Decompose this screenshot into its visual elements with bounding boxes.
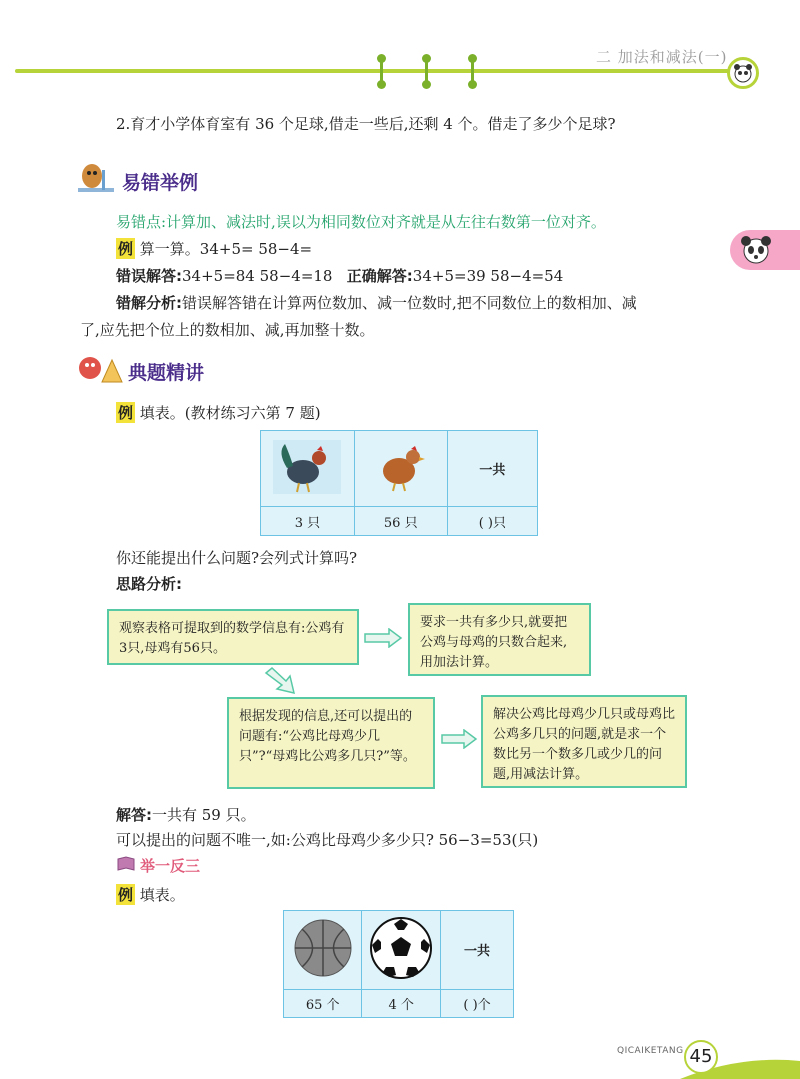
binder-clip-icon <box>468 54 476 88</box>
classic-section-icon <box>76 352 124 390</box>
rooster-image <box>261 431 355 507</box>
binder-clip-icon <box>377 54 385 88</box>
classic-question: 你还能提出什么问题?会列式计算吗? <box>116 549 358 567</box>
arrow-right-icon <box>363 628 403 648</box>
chapter-title: 二 加法和减法(一) <box>596 48 728 66</box>
error-example-text: 算一算。34+5= 58−4= <box>139 240 313 258</box>
table-cell: ( )个 <box>441 989 514 1017</box>
wrong-answer-line <box>116 265 563 286</box>
table-cell: 3 只 <box>261 507 355 536</box>
practice-title: 举一反三 <box>140 857 201 875</box>
example-tag: 例 <box>118 886 134 904</box>
table-total-header: 一共 <box>447 431 537 507</box>
panda-icon <box>727 57 759 89</box>
analysis-line-1 <box>116 292 637 313</box>
analysis-label: 错解分析: <box>116 294 182 312</box>
right-label: 正确解答: <box>346 267 413 285</box>
analysis-box-4: 解决公鸡比母鸡少几只或母鸡比公鸡多几只的问题,就是求一个数比另一个数多几或少几的问题,用减法计算。 <box>481 695 687 788</box>
analysis-box-2: 要求一共有多少只,就要把公鸡与母鸡的只数合起来,用加法计算。 <box>408 603 591 676</box>
right-text: 34+5=39 58−4=54 <box>412 267 564 285</box>
footer-brand: QICAIKETANG <box>617 1046 684 1056</box>
classic-example <box>116 402 321 423</box>
analysis-box-3: 根据发现的信息,还可以提出的问题有:“公鸡比母鸡少几只”?“母鸡比公鸡多几只?”等。 <box>227 697 435 789</box>
hen-image <box>354 431 447 507</box>
answer-line <box>116 804 256 825</box>
error-example <box>116 238 312 259</box>
basketball-image <box>284 911 362 990</box>
chicken-table <box>260 430 538 536</box>
binder-clip-icon <box>422 54 430 88</box>
ball-table <box>283 910 514 1018</box>
answer-text: 一共有 59 只。 <box>152 806 256 824</box>
practice-example <box>116 884 185 905</box>
question-2: 2.育才小学体育室有 36 个足球,借走一些后,还剩 4 个。借走了多少个足球? <box>116 115 616 133</box>
analysis-line-2: 了,应先把个位上的数相加、减,再加整十数。 <box>80 321 375 339</box>
error-section-icon <box>76 162 116 200</box>
classic-section-title: 典题精讲 <box>128 362 205 384</box>
analysis-title: 思路分析: <box>116 575 182 593</box>
soccer-ball-image <box>362 911 441 990</box>
classic-example-text: 填表。(教材练习六第 7 题) <box>139 404 321 422</box>
example-tag: 例 <box>118 404 134 422</box>
book-icon <box>116 856 136 876</box>
arrow-right-icon <box>440 729 478 749</box>
wrong-text: 34+5=84 58−4=18 <box>182 267 333 285</box>
table-cell: 65 个 <box>284 989 362 1017</box>
table-cell: ( )只 <box>447 507 537 536</box>
extra-question: 可以提出的问题不唯一,如:公鸡比母鸡少多少只? 56−3=53(只) <box>116 831 539 849</box>
header-rule <box>15 69 735 73</box>
table-cell: 4 个 <box>362 989 441 1017</box>
error-point: 易错点:计算加、减法时,误以为相同数位对齐就是从左往右数第一位对齐。 <box>116 213 606 231</box>
arrow-down-right-icon <box>264 667 298 697</box>
panda-side-tab-icon <box>730 230 800 270</box>
table-total-header: 一共 <box>441 911 514 990</box>
analysis-text-1: 错误解答错在计算两位数加、减一位数时,把不同数位上的数相加、减 <box>182 294 637 312</box>
answer-label: 解答: <box>116 806 152 824</box>
analysis-box-1: 观察表格可提取到的数学信息有:公鸡有3只,母鸡有56只。 <box>107 609 359 665</box>
practice-example-text: 填表。 <box>139 886 185 904</box>
error-section-title: 易错举例 <box>122 172 199 194</box>
wrong-label: 错误解答: <box>116 267 182 285</box>
table-cell: 56 只 <box>354 507 447 536</box>
page-number: 45 <box>684 1040 718 1074</box>
example-tag: 例 <box>118 240 134 258</box>
